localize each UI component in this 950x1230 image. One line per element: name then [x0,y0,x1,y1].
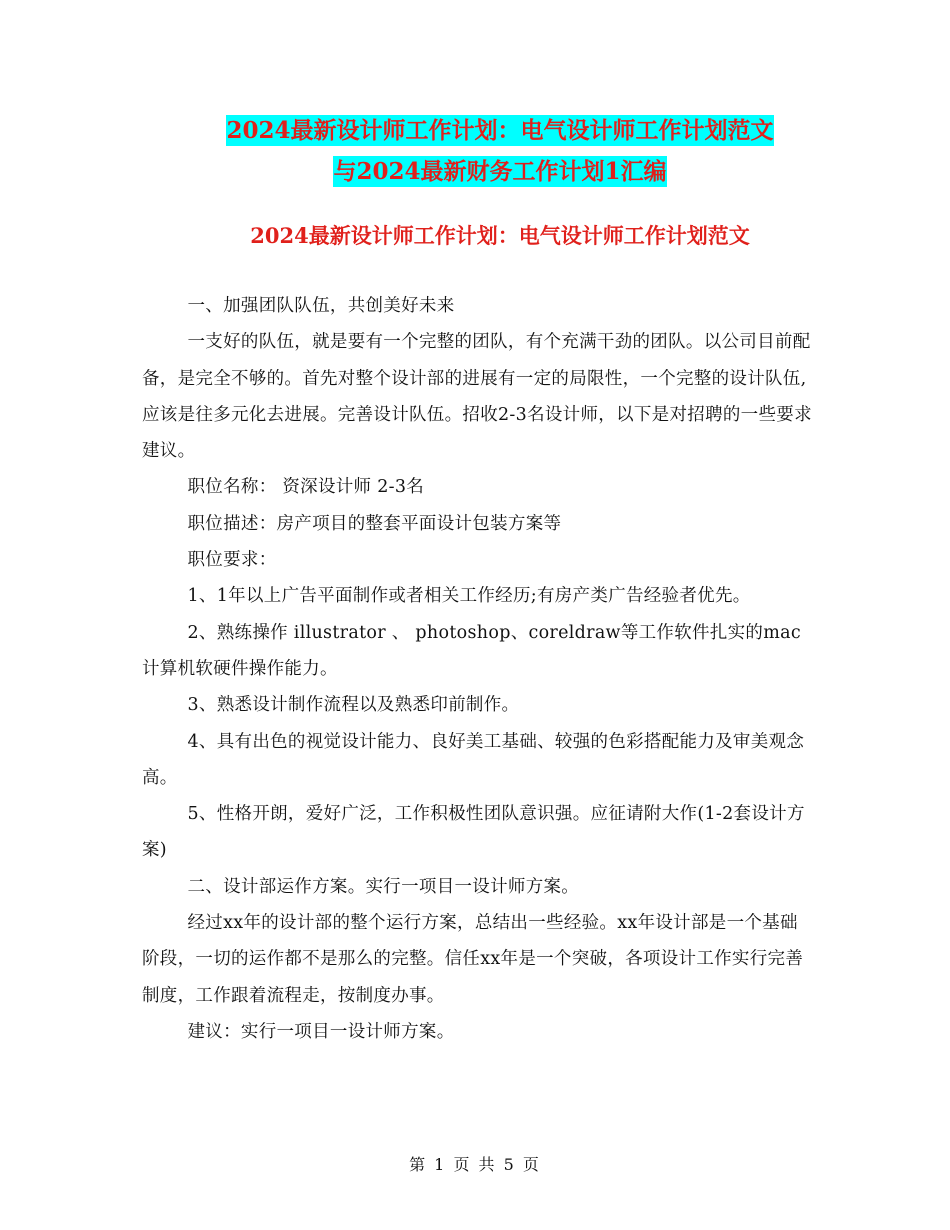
paragraph: 2、熟练操作 illustrator 、 photoshop、coreldraw等工作软件扎实的mac计算机软硬件操作能力。 [142,622,801,679]
paragraph: 5、性格开朗，爱好广泛，工作积极性团队意识强。应征请附大作(1-2套设计方案) [142,804,805,861]
document-title-line-1 [120,112,880,150]
paragraph: 职位描述：房产项目的整套平面设计包装方案等 [187,513,562,534]
paragraph: 经过xx年的设计部的整个运行方案，总结出一些经验。xx年设计部是一个基础阶段，一切的运作都不是那么的完整。信任xx年是一个突破，各项设计工作实行完善制度，工作跟着流程走，按制度办事。 [142,913,804,1006]
title-highlight-2: 与2024最新财务工作计划1汇编 [333,158,667,185]
page-footer: 第 1 页 共 5 页 [409,1155,541,1174]
paragraph: 一、加强团队队伍，共创美好未来 [187,296,455,316]
document-title-line-2 [120,153,880,191]
paragraph: 3、熟悉设计制作流程以及熟悉印前制作。 [187,695,520,716]
section-heading: 2024最新设计师工作计划：电气设计师工作计划范文 [250,223,750,248]
paragraph: 职位名称： 资深设计师 2-3名 [187,477,425,498]
paragraph: 建议：实行一项目一设计师方案。 [187,1021,455,1042]
paragraph: 一支好的队伍，就是要有一个完整的团队，有个充满干劲的团队。以公司目前配备，是完全不够的。首先对整个设计部的进展有一定的局限性，一个完整的设计队伍,应该是往多元化去进展。完善设计队伍。招收2-3名设计师，以下是对招聘的一些要求建议。 [142,332,812,462]
paragraph: 1、1年以上广告平面制作或者相关工作经历;有房产类广告经验者优先。 [187,586,751,607]
paragraph: 二、设计部运作方案。实行一项目一设计师方案。 [187,876,580,897]
document-body [142,288,814,1050]
paragraph: 职位要求： [187,550,277,571]
paragraph: 4、具有出色的视觉设计能力、良好美工基础、较强的色彩搭配能力及审美观念高。 [142,731,805,788]
title-highlight-1: 2024最新设计师工作计划：电气设计师工作计划范文 [226,117,774,144]
